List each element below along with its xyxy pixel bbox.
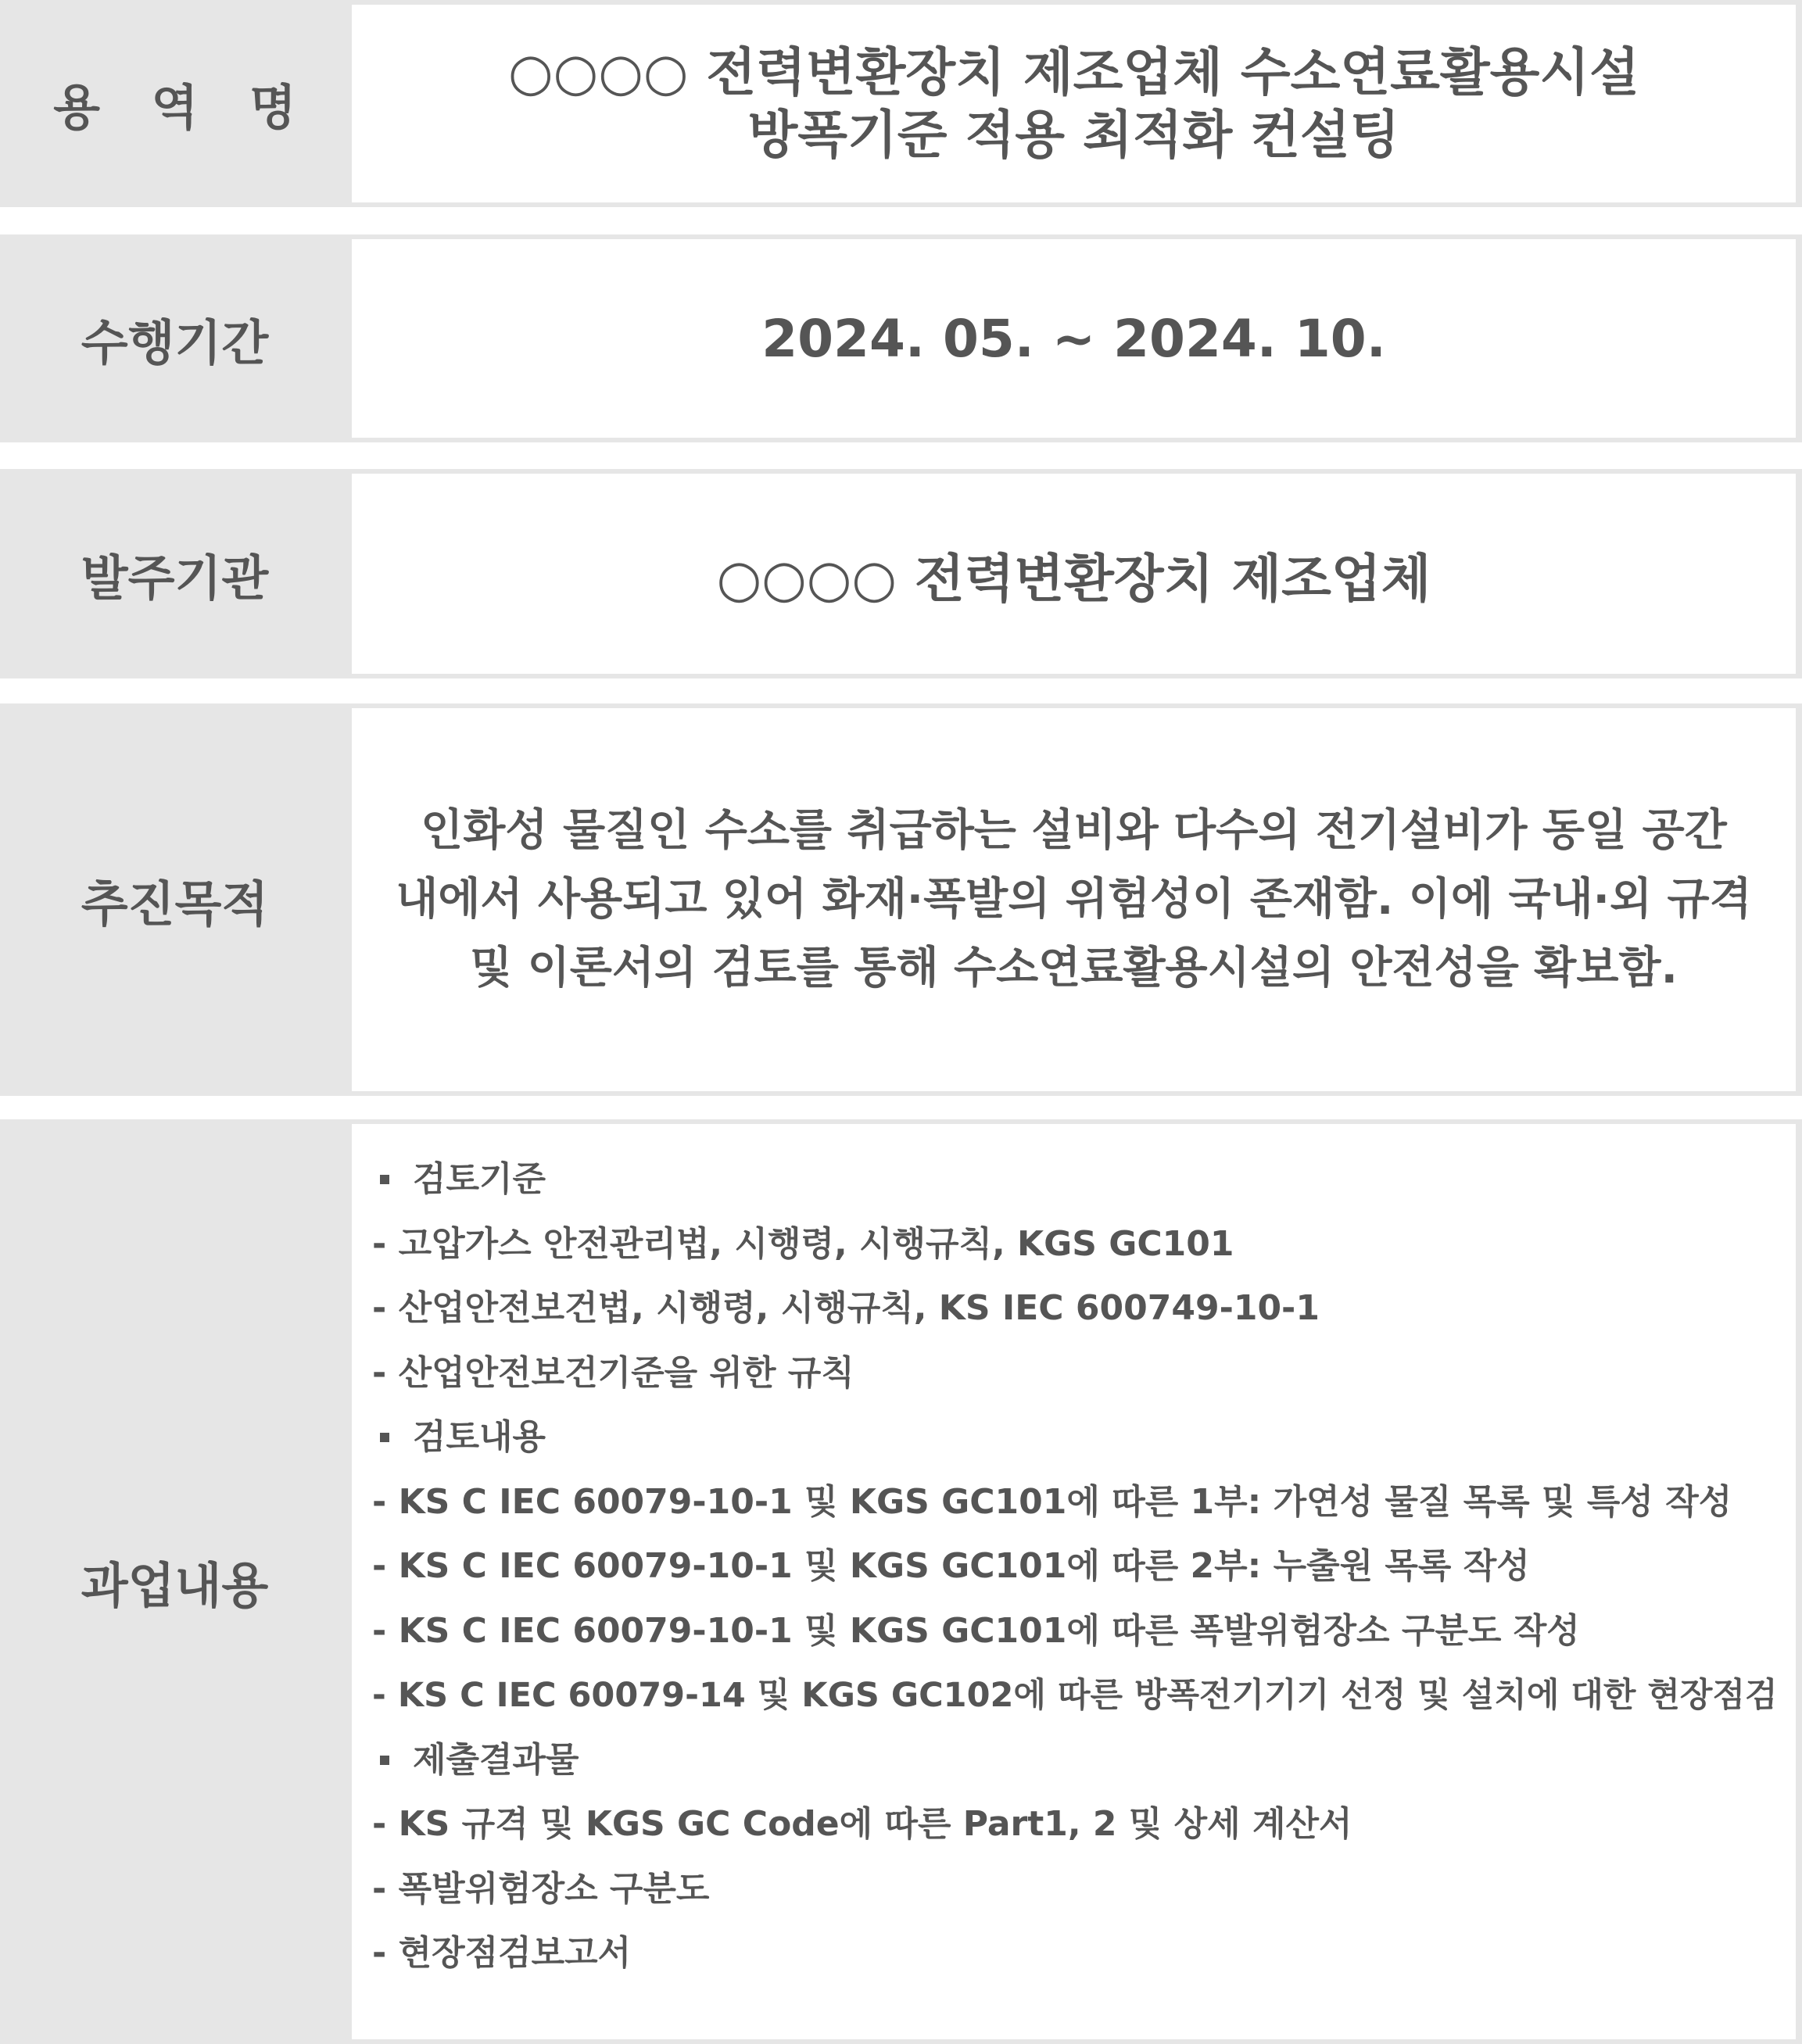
label-purpose: 추진목적 xyxy=(81,875,269,933)
list-item: - KS 규격 및 KGS GC Code에 따른 Part1, 2 및 상세 계산서 xyxy=(372,1804,1352,1844)
project-name-line-2: 방폭기준 적용 최적화 컨설팅 xyxy=(747,104,1400,165)
list-item: - 산업안전보건기준을 위한 규칙 xyxy=(372,1352,854,1393)
value-client: ○○○○ 전력변환장치 제조업체 xyxy=(352,474,1796,674)
label-project-name: 용 역 명 xyxy=(53,79,313,136)
label-period: 수행기간 xyxy=(81,313,269,371)
row-client xyxy=(0,469,1802,678)
scope-heading-criteria: 검토기준 xyxy=(413,1159,546,1199)
scope-section-heading xyxy=(372,1728,1778,1793)
list-item: - KS C IEC 60079-14 및 KGS GC102에 따른 방폭전기기기 선정 및 설치에 대한 현장점검 xyxy=(372,1676,1778,1715)
scope-section-heading xyxy=(372,1405,1778,1470)
scope-section-heading xyxy=(372,1147,1778,1212)
scope-heading-content: 검토내용 xyxy=(413,1417,546,1457)
list-item: - KS C IEC 60079-10-1 및 KGS GC101에 따른 2부: 누출원 목록 작성 xyxy=(372,1546,1530,1586)
project-name-line-1: ○○○○ 전력변환장치 제조업체 수소연료활용시설 xyxy=(508,41,1639,102)
purpose-line-1: 인화성 물질인 수소를 취급하는 설비와 다수의 전기설비가 동일 공간 xyxy=(421,805,1727,856)
value-period: 2024. 05. ~ 2024. 10. xyxy=(352,239,1796,438)
purpose-line-3: 및 이론서의 검토를 통해 수소연료활용시설의 안전성을 확보함. xyxy=(470,943,1678,993)
list-item: - 폭발위험장소 구분도 xyxy=(372,1868,710,1909)
list-item: - KS C IEC 60079-10-1 및 KGS GC101에 따른 1부: 가연성 물질 목록 및 특성 작성 xyxy=(372,1481,1732,1522)
label-scope: 과업내용 xyxy=(81,1557,269,1614)
row-project-name xyxy=(0,0,1802,207)
row-period xyxy=(0,234,1802,442)
value-project-name xyxy=(352,5,1796,202)
purpose-line-2: 내에서 사용되고 있어 화재·폭발의 위험성이 존재함. 이에 국내·외 규격 xyxy=(396,874,1752,925)
value-purpose xyxy=(352,708,1796,1091)
list-item: - KS C IEC 60079-10-1 및 KGS GC101에 따른 폭발위험장소 구분도 작성 xyxy=(372,1610,1580,1651)
square-bullet-icon xyxy=(380,1175,389,1184)
list-item: - 현장점검보고서 xyxy=(372,1933,632,1973)
value-scope xyxy=(352,1124,1796,2039)
list-item: - 고압가스 안전관리법, 시행령, 시행규칙, KGS GC101 xyxy=(372,1223,1234,1264)
square-bullet-icon xyxy=(380,1433,389,1442)
label-client: 발주기관 xyxy=(81,549,269,607)
scope-list xyxy=(352,1124,1778,1986)
row-scope xyxy=(0,1119,1802,2044)
list-item: - 산업안전보건법, 시행령, 시행규칙, KS IEC 600749-10-1 xyxy=(372,1288,1320,1328)
square-bullet-icon xyxy=(380,1756,389,1765)
scope-heading-deliverables: 제출결과물 xyxy=(413,1739,579,1780)
row-purpose xyxy=(0,703,1802,1096)
